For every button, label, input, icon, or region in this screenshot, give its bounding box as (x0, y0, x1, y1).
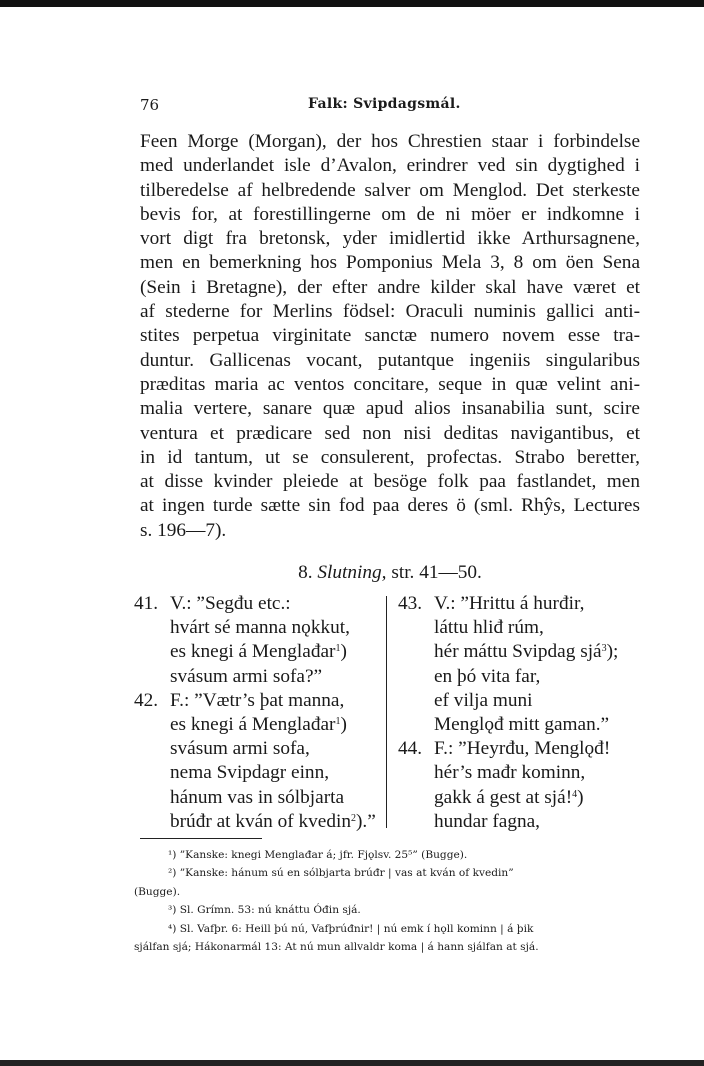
body-line: tilberedelse af helbredende salver om Menglod. Det sterkeste (140, 179, 640, 201)
footnote-marker: 4 (572, 788, 578, 800)
verse-line (398, 810, 658, 834)
verse-line (398, 689, 658, 713)
verse-line (134, 761, 384, 785)
verse-text: hér máttu Svipdag sjá (434, 641, 602, 663)
verse-text-after: ) (577, 786, 584, 808)
verse-text-after: ) (340, 713, 347, 735)
verse-line (134, 786, 384, 810)
verse-text: es knegi á Menglađar (170, 641, 336, 663)
section-range: str. 41—50. (391, 562, 482, 583)
verse-line (398, 592, 658, 616)
section-number: 8. (298, 562, 313, 583)
verse-text: es knegi á Menglađar (170, 713, 336, 735)
verse-column-left (134, 592, 384, 834)
footnote-line: ²) ”Kanske: hánum sú en sólbjarta brúđr | vas at kván of kvedin” (168, 867, 514, 880)
verse-line (134, 737, 384, 761)
body-line: ventura et prædicare sed non nisi deditas navigantibus, et (140, 422, 640, 444)
stanza-number: 42. (134, 689, 159, 711)
verse-text: nema Svipdagr einn, (170, 762, 330, 784)
body-line: stites perpetua virginitate sanctæ numero novem esse tra- (140, 325, 640, 347)
body-line: men en bemerkning hos Pomponius Mela 3, 8 om öen Sena (140, 252, 640, 274)
verse-text: V.: ”Hrittu á hurđir, (434, 593, 585, 614)
body-line: Feen Morge (Morgan), der hos Chrestien staar i forbindelse (140, 131, 640, 152)
verse-line (398, 713, 658, 737)
verse-text: svásum armi sofa, (170, 738, 310, 760)
verse-line (134, 616, 384, 640)
footnote-line: ¹) ”Kanske: knegi Menglađar á; jfr. Fjǫlsv. 25⁵” (Bugge). (168, 849, 468, 861)
body-line: in id tantum, ut se consulerent, profectas. Strabo beretter, (140, 446, 640, 468)
verse-line (134, 592, 384, 616)
body-line: af stederne for Merlins födsel: Oraculi numinis gallici anti- (140, 301, 640, 323)
verse-line (134, 640, 384, 664)
body-line: malia vertere, sanare quæ apud alios insanabilia sunt, scire (140, 398, 640, 420)
verse-text-after: ).” (355, 810, 376, 832)
stanza-number: 44. (398, 738, 423, 760)
footnote-marker: 1 (335, 643, 341, 655)
body-line: s. 196—7). (140, 519, 227, 541)
verse-text: F.: ”Vætr’s þat manna, (170, 689, 345, 711)
verse-line (398, 737, 658, 761)
body-line: bevis for, at forestillingerne om de ni möer er indkomne i (140, 203, 640, 225)
stanza-number: 43. (398, 593, 423, 614)
verse-text: brúđr at kván of kvedin (170, 810, 351, 832)
page-number: 76 (140, 96, 160, 114)
verse-text: hundar fagna, (434, 810, 540, 832)
footnote-rule (140, 838, 262, 839)
body-line: (Sein i Bretagne), der efter andre kilder skal have været et (140, 276, 640, 298)
body-line: vort digt fra bretonsk, yder imidlertid ikke Arthursagnene, (140, 228, 640, 250)
body-line: med underlandet isle d’Avalon, erindrer ved sin dygtighed i (140, 155, 640, 177)
verse-line (134, 713, 384, 737)
body-line: at ingen turde sætte sin fod paa deres ö (sml. Rhŷs, Lectures (140, 495, 640, 517)
verse-text: en þó vita far, (434, 665, 541, 687)
footnote-marker: 3 (601, 643, 607, 655)
footnote-marker: 1 (335, 715, 341, 727)
verse-line (134, 810, 384, 834)
footnotes (134, 846, 642, 956)
scan-edge-top (0, 0, 704, 7)
body-paragraph (140, 130, 640, 543)
verse-text-after: ); (606, 641, 619, 663)
body-line: at disse kvinder pleiede at besöge folk paa fastlandet, men (140, 471, 640, 493)
verse-line (398, 616, 658, 640)
verse-text: svásum armi sofa?” (170, 665, 323, 687)
verse-line (398, 786, 658, 810)
scan-edge-bottom (0, 1060, 704, 1066)
verse-line (134, 665, 384, 689)
verse-text-after: ) (340, 641, 347, 663)
footnote-line: ³) Sl. Grímn. 53: nú knáttu Óđin sjá. (168, 904, 361, 917)
footnote-line: ⁴) Sl. Vafþr. 6: Heill þú nú, Vafþrúđnir! | nú emk í hǫll kominn | á þik (168, 922, 534, 935)
section-title: Slutning, (317, 562, 387, 583)
verse-text: V.: ”Segđu etc.: (170, 593, 291, 614)
verse-text: hér’s mađr kominn, (434, 762, 586, 784)
verse-text: Menglǫđ mitt gaman.” (434, 713, 610, 735)
verse-line (134, 689, 384, 713)
body-line: præditas maria ac ventos concitare, seque in quæ velint ani- (140, 373, 640, 395)
verse-line (398, 640, 658, 664)
footnote-line: (Bugge). (134, 885, 181, 898)
running-title: Falk: Svipdagsmál. (308, 96, 461, 112)
verse-column-right (398, 592, 658, 834)
verse-text: ef vilja muni (434, 689, 533, 711)
verse-text: F.: ”Heyrđu, Menglǫđ! (434, 738, 611, 760)
column-divider (386, 596, 387, 828)
verse-line (398, 761, 658, 785)
verse-text: gakk á gest at sjá! (434, 786, 573, 808)
footnote-line: sjálfan sjá; Hákonarmál 13: At nú mun allvaldr koma | á hann sjálfan at sjá. (134, 941, 539, 954)
verse-text: hánum vas in sólbjarta (170, 786, 345, 808)
verse-text: láttu hliđ rúm, (434, 617, 544, 639)
section-heading (140, 562, 640, 584)
body-line: duntur. Gallicenas vocant, putantque ingeniis singularibus (140, 349, 640, 371)
stanza-number: 41. (134, 593, 159, 614)
footnote-marker: 2 (350, 812, 356, 824)
verse-line (398, 665, 658, 689)
verse-text: hvárt sé manna nǫkkut, (170, 617, 350, 639)
